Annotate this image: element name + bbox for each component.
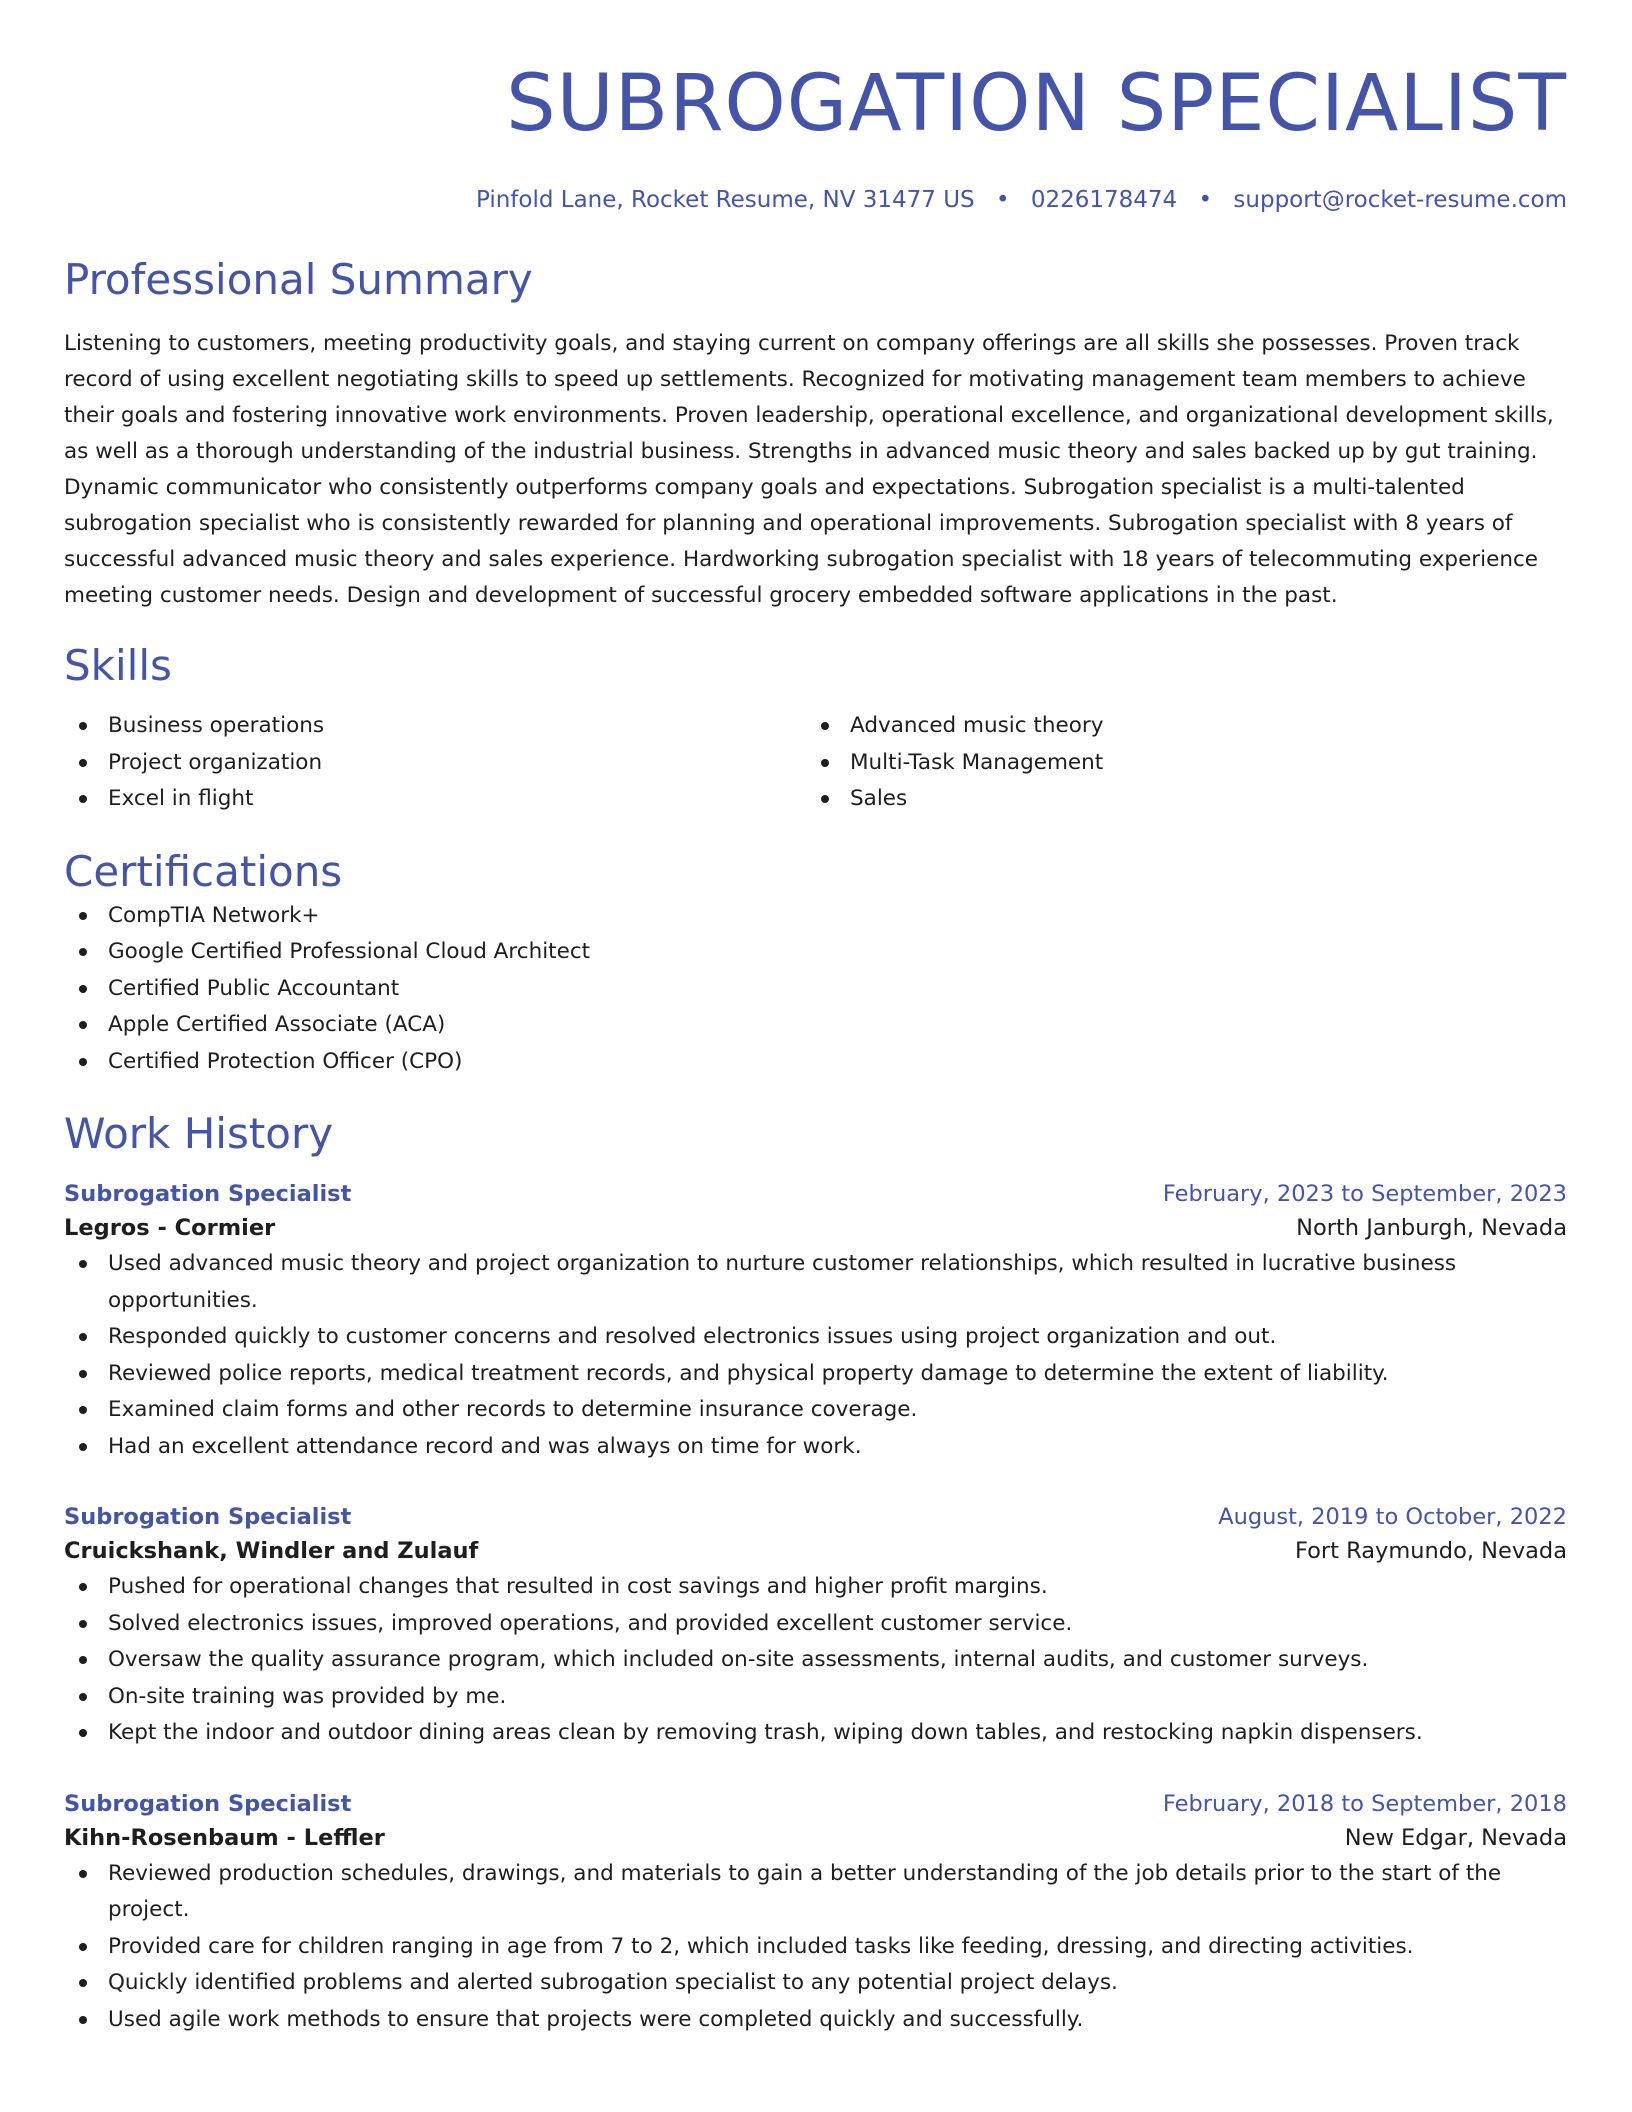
bullet-icon [79,1333,87,1341]
bullet-icon [79,722,87,730]
job-bullet-text: Pushed for operational changes that resulted in cost savings and higher profit margins. [108,1574,1048,1599]
bullet-icon [79,912,87,920]
job-bullet-text: Examined claim forms and other records to determine insurance coverage. [108,1397,918,1422]
job-dates: February, 2023 to September, 2023 [1162,1181,1567,1207]
certification-label: Certified Public Accountant [108,975,400,1001]
job-bullet [64,1392,1567,1429]
skill-item [64,745,806,782]
bullet-icon [79,1693,87,1701]
job-entry [64,1178,1567,1465]
bullet-icon [79,795,87,803]
certification-label: Certified Protection Officer (CPO) [108,1048,463,1074]
job-bullet-text: Had an excellent attendance record and was always on time for work. [108,1433,862,1459]
job-bullets [64,1856,1567,2039]
certification-item [64,898,1567,935]
bullet-icon [79,1443,87,1451]
job-entry [64,1788,1567,2039]
skill-item [806,708,1567,745]
section-title-work-history: Work History [64,1109,334,1158]
certification-label: CompTIA Network+ [108,902,320,928]
job-header-row [64,1501,1567,1533]
job-company: Kihn-Rosenbaum - Leffler [64,1824,385,1851]
job-bullet-text: On-site training was provided by me. [108,1683,507,1709]
certifications-list [64,898,1567,1081]
skill-label: Business operations [108,713,325,738]
job-bullet [64,1965,1567,2002]
job-header-row [64,1178,1567,1210]
contact-email: support@rocket-resume.com [1233,187,1567,213]
skill-item [806,781,1567,818]
job-bullet [64,1606,1567,1643]
job-company: Legros - Cormier [64,1215,276,1241]
job-title: Subrogation Specialist [64,1504,352,1530]
skill-item [64,708,806,745]
job-location: New Edgar, Nevada [1344,1824,1567,1851]
job-bullets [64,1246,1567,1465]
job-bullet-text: Kept the indoor and outdoor dining areas clean by removing trash, wiping down tables, and restocking napkin dispensers. [108,1720,1423,1745]
certification-label: Apple Certified Associate (ACA) [108,1012,446,1037]
job-company: Cruickshank, Windler and Zulauf [64,1538,479,1564]
job-bullet-text: Used agile work methods to ensure that projects were completed quickly and successfully. [108,2006,1084,2032]
bullet-icon [79,759,87,767]
bullet-icon [79,1058,87,1066]
bullet-icon [821,759,829,767]
job-bullet [64,2002,1567,2039]
certification-item [64,1007,1567,1044]
job-bullet [64,1679,1567,1716]
skills-list-left [64,708,806,818]
job-bullet [64,1429,1567,1466]
job-company-row [64,1820,1567,1856]
skills-list-right [806,708,1567,818]
bullet-icon [79,1620,87,1628]
job-dates: February, 2018 to September, 2018 [1162,1790,1567,1817]
job-bullet-text: Used advanced music theory and project organization to nurture customer relationships, which resulted in lucrative business opportunities. [108,1251,1457,1313]
skill-item [806,745,1567,782]
bullet-icon [821,795,829,803]
job-bullet-text: Solved electronics issues, improved operations, and provided excellent customer service. [108,1610,1073,1636]
bullet-icon [79,2016,87,2024]
section-title-skills: Skills [64,641,172,690]
section-title-certifications: Certifications [64,846,343,896]
job-bullets [64,1569,1567,1752]
bullet-icon [821,722,829,730]
job-bullet [64,1319,1567,1356]
bullet-icon [79,1406,87,1414]
job-entry [64,1501,1567,1752]
bullet-icon [79,1943,87,1951]
job-location: Fort Raymundo, Nevada [1294,1538,1567,1564]
bullet-icon [79,1021,87,1029]
job-bullet [64,1569,1567,1606]
certification-label: Google Certified Professional Cloud Architect [108,939,591,964]
contact-line [64,184,1567,216]
skill-item [64,781,806,818]
job-bullet-text: Quickly identified problems and alerted subrogation specialist to any potential project delays. [108,1970,1118,1995]
certification-item [64,971,1567,1008]
job-bullet [64,1642,1567,1679]
job-company-row [64,1533,1567,1569]
certification-item [64,1044,1567,1081]
job-location: North Janburgh, Nevada [1296,1215,1567,1241]
bullet-icon [79,1870,87,1878]
section-title-summary: Professional Summary [64,255,533,304]
job-dates: August, 2019 to October, 2022 [1218,1504,1567,1530]
certification-item [64,934,1567,971]
job-bullet [64,1929,1567,1966]
job-bullet [64,1246,1567,1319]
job-company-row [64,1210,1567,1246]
contact-separator: • [995,187,1010,213]
job-bullet [64,1856,1567,1929]
skill-label: Multi-Task Management [850,749,1104,775]
resume-name-heading: SUBROGATION SPECIALIST [506,59,1567,149]
job-title: Subrogation Specialist [64,1181,352,1207]
contact-phone: 0226178474 [1030,187,1178,213]
job-bullet-text: Oversaw the quality assurance program, which included on-site assessments, internal audits, and customer surveys. [108,1647,1369,1672]
skill-label: Project organization [108,749,323,775]
job-header-row [64,1788,1567,1820]
job-bullet-text: Reviewed police reports, medical treatment records, and physical property damage to determine the extent of liability. [108,1360,1389,1386]
contact-address: Pinfold Lane, Rocket Resume, NV 31477 US [475,187,975,213]
bullet-icon [79,1370,87,1378]
summary-paragraph: Listening to customers, meeting productivity goals, and staying current on company offerings are all skills she possesses. Proven track record of using excellent negotiating skills to speed up settlements. Recognized for motivating management team members to achieve their goals and fostering innovative work environments. Proven leadership, operational excellence, and organizational development skills, as well as a thorough understanding of the industrial business. Strengths in advanced music theory and sales backed up by gut training. Dynamic communicator who consistently outperforms company goals and expectations. Subrogation specialist is a multi-talented subrogation specialist who is consistently rewarded for planning and operational improvements. Subrogation specialist with 8 years of successful advanced music theory and sales experience. Hardworking subrogation specialist with 18 years of telecommuting experience meeting customer needs. Design and development of successful grocery embedded software applications in the past. [64,331,1554,608]
bullet-icon [79,1979,87,1987]
skill-label: Advanced music theory [850,713,1104,738]
bullet-icon [79,985,87,993]
bullet-icon [79,1260,87,1268]
skill-label: Excel in flight [108,786,254,811]
skill-label: Sales [850,786,908,811]
bullet-icon [79,1583,87,1591]
job-bullet [64,1715,1567,1752]
skills-grid [64,708,1567,818]
bullet-icon [79,1729,87,1737]
contact-separator: • [1198,187,1213,213]
bullet-icon [79,948,87,956]
job-title: Subrogation Specialist [64,1790,352,1817]
job-bullet [64,1356,1567,1393]
job-bullet-text: Responded quickly to customer concerns and resolved electronics issues using project organization and out. [108,1324,1277,1349]
bullet-icon [79,1656,87,1664]
job-bullet-text: Provided care for children ranging in age from 7 to 2, which included tasks like feeding, dressing, and directing activities. [108,1933,1414,1959]
job-bullet-text: Reviewed production schedules, drawings, and materials to gain a better understanding of the job details prior to the start of the project. [108,1860,1502,1922]
